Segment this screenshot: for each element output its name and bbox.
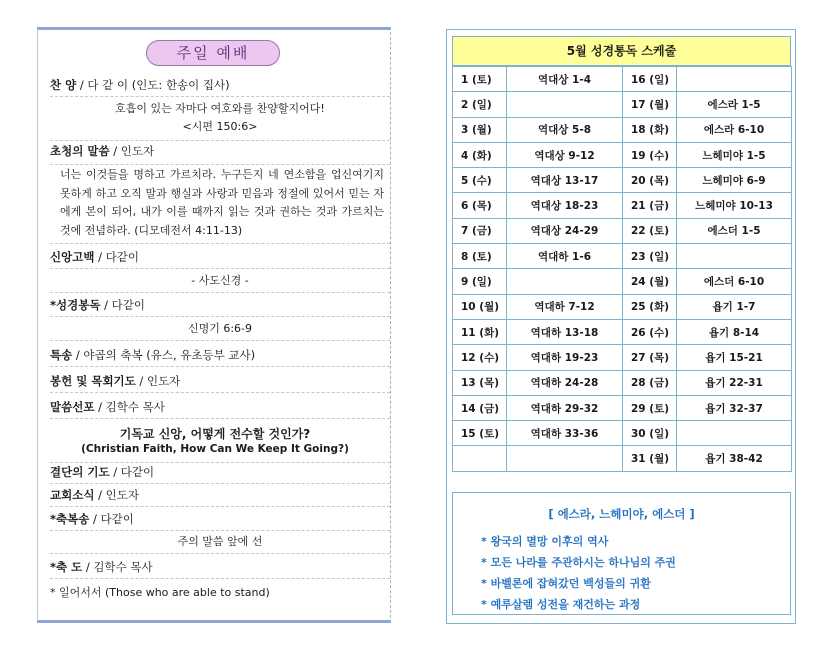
day-cell: 9 (일)	[453, 269, 507, 294]
day-cell: 10 (월)	[453, 294, 507, 319]
day-cell: 24 (월)	[623, 269, 677, 294]
note-item: * 모든 나라를 주관하시는 하나님의 주권	[481, 556, 676, 569]
reading-cell: 욥기 32-37	[677, 395, 792, 420]
reading-cell: 느헤미야 6-9	[677, 168, 792, 193]
note-item: * 바벨론에 잡혀갔던 백성들의 귀환	[481, 577, 651, 590]
reading-cell	[677, 67, 792, 92]
reading-cell: 에스더 6-10	[677, 269, 792, 294]
item-announcements	[50, 486, 390, 507]
day-cell: 14 (금)	[453, 395, 507, 420]
item-detail: / 김학수 목사	[82, 560, 153, 574]
day-cell: 20 (목)	[623, 168, 677, 193]
item-creed	[50, 248, 390, 269]
day-cell: 30 (일)	[623, 421, 677, 446]
item-detail: / 김학수 목사	[94, 400, 165, 414]
day-cell: 21 (금)	[623, 193, 677, 218]
reading-cell: 역대하 7-12	[507, 294, 623, 319]
item-decision-prayer	[50, 462, 390, 484]
item-detail: / 다 같 이 (인도: 한송이 집사)	[76, 78, 230, 92]
day-cell: 28 (금)	[623, 370, 677, 395]
creed-text: - 사도신경 -	[50, 272, 390, 293]
reading-cell: 역대하 33-36	[507, 421, 623, 446]
worship-title: 주일 예배	[146, 40, 280, 66]
day-cell: 6 (목)	[453, 193, 507, 218]
reading-cell	[507, 446, 623, 471]
schedule-row	[453, 67, 792, 92]
day-cell: 25 (화)	[623, 294, 677, 319]
schedule-row	[453, 218, 792, 243]
day-cell: 16 (일)	[623, 67, 677, 92]
item-detail: / 인도자	[109, 144, 155, 158]
item-label: 특송	[50, 348, 73, 362]
blessing-song-title: 주의 말씀 앞에 선	[50, 533, 390, 554]
reading-cell: 역대상 1-4	[507, 67, 623, 92]
day-cell: 11 (화)	[453, 319, 507, 344]
item-detail: / 야곱의 축복 (유스, 유초등부 교사)	[72, 348, 256, 362]
item-detail: / 인도자	[94, 488, 139, 502]
reading-cell	[507, 269, 623, 294]
schedule-title: 5월 성경통독 스케줄	[452, 36, 791, 66]
item-benediction	[50, 558, 390, 579]
item-blessing-song	[50, 510, 390, 531]
reading-cell: 욥기 38-42	[677, 446, 792, 471]
item-label: 찬 양	[50, 78, 77, 92]
schedule-row	[453, 92, 792, 117]
day-cell: 23 (일)	[623, 244, 677, 269]
day-cell: 27 (목)	[623, 345, 677, 370]
day-cell	[453, 446, 507, 471]
schedule-row	[453, 269, 792, 294]
item-label: 봉헌 및 목회기도	[50, 374, 136, 388]
day-cell: 31 (월)	[623, 446, 677, 471]
item-label: 결단의 기도	[50, 465, 110, 479]
invitation-text: 너는 이것들을 명하고 가르치라. 누구든지 네 연소함을 업신여기지 못하게 하고 오직 말과 행실과 사랑과 믿음과 정절에 있어서 믿는 자에게 본이 되어, 내가 이를 때까지 읽는 것과 권하는 것과 가르치는 것에 전념하라. (디모데전서 4:11-13)	[50, 166, 390, 244]
item-sermon	[50, 398, 390, 419]
schedule-row	[453, 345, 792, 370]
day-cell: 26 (수)	[623, 319, 677, 344]
notes-title: [ 에스라, 느헤미야, 에스더 ]	[548, 507, 695, 521]
item-label: 교회소식	[50, 488, 95, 502]
note-item: * 예루살렘 성전을 재건하는 과정	[481, 598, 641, 611]
schedule-row	[453, 319, 792, 344]
sermon-title-block	[50, 427, 380, 457]
reading-cell: 욥기 22-31	[677, 370, 792, 395]
schedule-row	[453, 446, 792, 471]
reading-cell: 느헤미야 10-13	[677, 193, 792, 218]
reading-cell: 역대하 13-18	[507, 319, 623, 344]
day-cell: 18 (화)	[623, 117, 677, 142]
note-item: * 왕국의 멸망 이후의 역사	[481, 535, 609, 548]
reading-cell: 역대하 24-28	[507, 370, 623, 395]
schedule-row	[453, 244, 792, 269]
reading-schedule-panel	[446, 29, 796, 624]
reading-cell	[677, 421, 792, 446]
schedule-row	[453, 395, 792, 420]
praise-verse: 호흡이 있는 자마다 여호와를 찬양할지어다!	[115, 102, 325, 115]
reading-cell: 역대상 18-23	[507, 193, 623, 218]
notes-box	[452, 492, 791, 615]
item-praise	[50, 76, 390, 97]
item-special-song	[50, 346, 390, 367]
reading-cell: 역대상 13-17	[507, 168, 623, 193]
schedule-row	[453, 294, 792, 319]
schedule-row	[453, 142, 792, 167]
day-cell: 22 (토)	[623, 218, 677, 243]
reading-cell: 역대상 9-12	[507, 142, 623, 167]
day-cell: 8 (토)	[453, 244, 507, 269]
day-cell: 5 (수)	[453, 168, 507, 193]
item-detail: / 다같이	[89, 512, 134, 526]
stand-note: * 일어서서 (Those who are able to stand)	[50, 586, 270, 599]
day-cell: 12 (수)	[453, 345, 507, 370]
day-cell: 29 (토)	[623, 395, 677, 420]
item-detail: / 다같이	[109, 465, 155, 479]
day-cell: 4 (화)	[453, 142, 507, 167]
sermon-title: 기독교 신앙, 어떻게 전수할 것인가?	[119, 427, 311, 441]
reading-cell: 에스더 1-5	[677, 218, 792, 243]
day-cell: 17 (월)	[623, 92, 677, 117]
praise-verse-block	[50, 100, 390, 141]
day-cell: 3 (월)	[453, 117, 507, 142]
reading-cell: 욥기 1-7	[677, 294, 792, 319]
item-invitation	[50, 142, 390, 165]
item-label: 신앙고백	[50, 250, 95, 264]
day-cell: 13 (목)	[453, 370, 507, 395]
reading-cell: 역대상 24-29	[507, 218, 623, 243]
scripture-ref: 신명기 6:6-9	[50, 320, 390, 341]
reading-cell: 에스라 6-10	[677, 117, 792, 142]
item-detail: / 다같이	[100, 298, 145, 312]
schedule-row	[453, 370, 792, 395]
praise-ref: <시편 150:6>	[182, 120, 258, 133]
reading-cell: 역대상 5-8	[507, 117, 623, 142]
schedule-row	[453, 117, 792, 142]
item-label: *성경봉독	[50, 298, 101, 312]
item-label: *축복송	[50, 512, 90, 526]
item-label: 초청의 말씀	[50, 144, 110, 158]
reading-cell: 에스라 1-5	[677, 92, 792, 117]
reading-cell: 역대하 19-23	[507, 345, 623, 370]
reading-cell	[677, 244, 792, 269]
schedule-row	[453, 168, 792, 193]
day-cell: 1 (토)	[453, 67, 507, 92]
item-label: *축 도	[50, 560, 83, 574]
reading-cell: 역대하 1-6	[507, 244, 623, 269]
worship-order-panel	[37, 27, 391, 623]
item-detail: / 인도자	[135, 374, 181, 388]
reading-cell	[507, 92, 623, 117]
reading-cell: 욥기 8-14	[677, 319, 792, 344]
day-cell: 2 (일)	[453, 92, 507, 117]
day-cell: 19 (수)	[623, 142, 677, 167]
day-cell: 7 (금)	[453, 218, 507, 243]
item-detail: / 다같이	[94, 250, 139, 264]
schedule-table	[452, 66, 792, 472]
sermon-title-en: (Christian Faith, How Can We Keep It Going?)	[81, 443, 349, 455]
reading-cell: 욥기 15-21	[677, 345, 792, 370]
day-cell: 15 (토)	[453, 421, 507, 446]
item-label: 말씀선포	[50, 400, 95, 414]
schedule-row	[453, 193, 792, 218]
item-scripture	[50, 296, 390, 317]
item-offering	[50, 372, 390, 393]
reading-cell: 느헤미야 1-5	[677, 142, 792, 167]
schedule-row	[453, 421, 792, 446]
reading-cell: 역대하 29-32	[507, 395, 623, 420]
